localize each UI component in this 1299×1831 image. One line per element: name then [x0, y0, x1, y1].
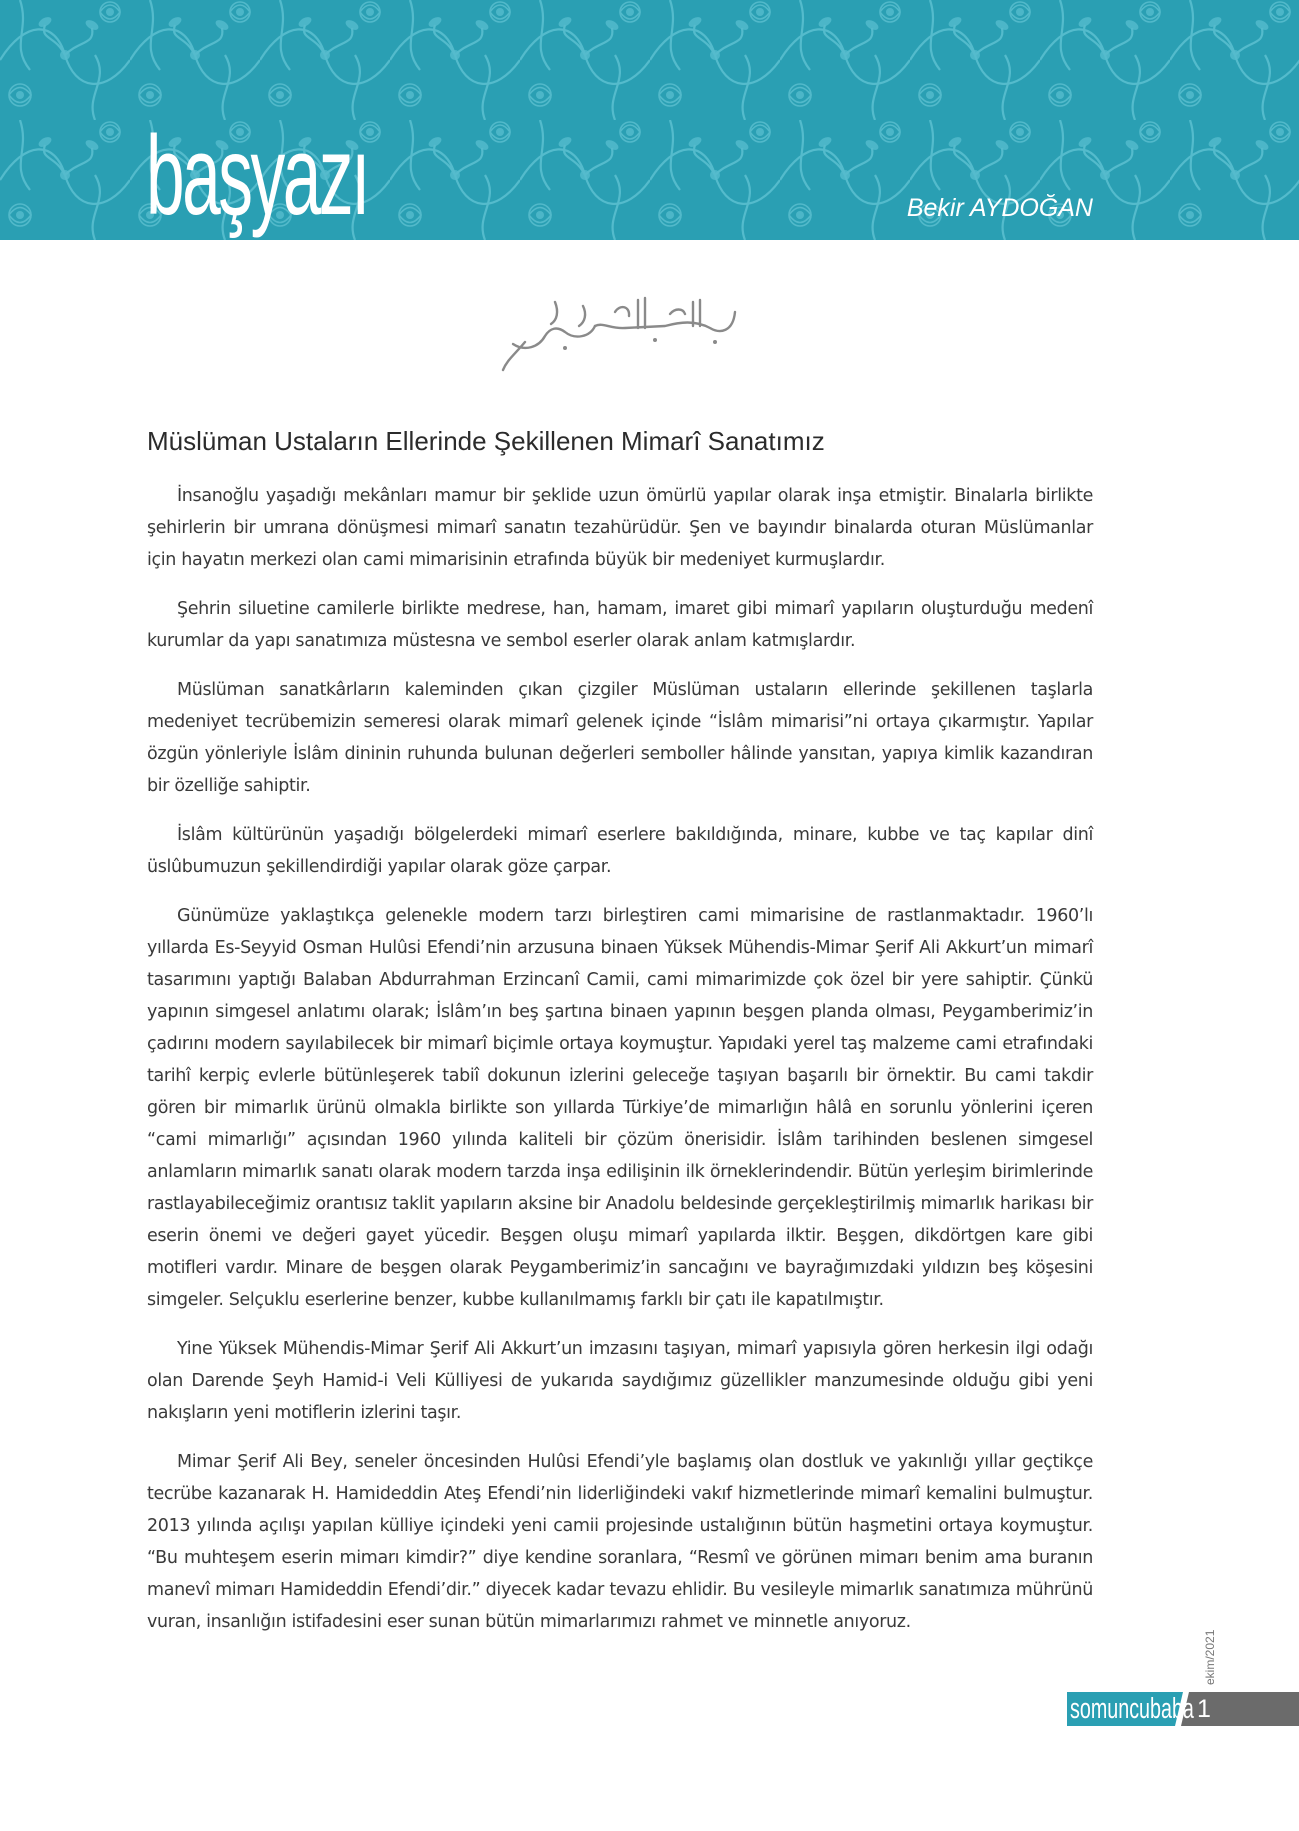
issue-date: ekim/2021	[1203, 1629, 1217, 1685]
paragraph: Müslüman sanatkârların kaleminden çıkan çizgiler Müslüman ustaların ellerinde şekillenen taşlarla medeniyet tecrübemizin semeresi olarak mimarî gelenek içinde “İslâm mimarisi”ni ortaya çıkarmıştır. Yapılar özgün yönleriyle İslâm dininin ruhunda bulunan değerleri semboller hâlinde yansıtan, yapıya kimlik kazandıran bir özelliğe sahiptir.	[147, 680, 1093, 796]
article-title: Müslüman Ustaların Ellerinde Şekillenen Mimarî Sanatımız	[147, 426, 825, 456]
header-banner	[0, 0, 1299, 240]
article-body	[147, 480, 1093, 1655]
magazine-logo: somuncubaba	[1070, 1693, 1194, 1725]
paragraph: Mimar Şerif Ali Bey, seneler öncesinden Hulûsi Efendi’yle başlamış olan dostluk ve yakınlığı yıllar geçtikçe tecrübe kazanarak H. Hamideddin Ateş Efendi’nin liderliğindeki vakıf hizmetlerinde mimarî kemalini bulmuştur. 2013 yılında açılışı yapılan külliye içindeki yeni camii projesinde ustalığının bütün haşmetini ortaya koymuştur. “Bu muhteşem eserin mimarı kimdir?” diye kendine soranlara, “Resmî ve görünen mimarı benim ama buranın manevî mimarı Hamideddin Efendi’dir.” diyecek kadar tevazu ehlidir. Bu vesileyle mimarlık sanatımıza mührünü vuran, insanlığın istifadesini eser sunan bütün mimarlarımızı rahmet ve minnetle anıyoruz.	[147, 1452, 1093, 1632]
paragraph: Şehrin siluetine camilerle birlikte medrese, han, hamam, imaret gibi mimarî yapıların oluşturduğu medenî kurumlar da yapı sanatımıza müstesna ve sembol eserler olarak anlam katmışlardır.	[147, 599, 1093, 651]
paragraph: Günümüze yaklaştıkça gelenekle modern tarzı birleştiren cami mimarisine de rastlanmaktadır. 1960’lı yıllarda Es-Seyyid Osman Hulûsi Efendi’nin arzusuna binaen Yüksek Mühendis-Mimar Şerif Ali Akkurt’un mimarî tasarımını yaptığı Balaban Abdurrahman Erzincanî Camii, cami mimarimizde çok özel bir yere sahiptir. Çünkü yapının simgesel anlatımı olarak; İslâm’ın beş şartına binaen yapının beşgen planda olması, Peygamberimiz’in çadırını modern sayılabilecek bir mimarî biçimle ortaya koymuştur. Yapıdaki yerel taş malzeme cami etrafındaki tarihî kerpiç evlerle bütünleşerek tabiî dokunun izlerini geleceğe taşıyan başarılı bir örnektir. Bu cami takdir gören bir mimarlık ürünü olmakla birlikte son yıllarda Türkiye’de mimarlığın hâlâ en sorunlu yönlerini içeren “cami mimarlığı” açısından 1960 yılında kaliteli bir çözüm önerisidir. İslâm tarihinden beslenen simgesel anlamların mimarlık sanatı olarak modern tarzda inşa edilişinin ilk örneklerindendir. Bütün yerleşim birimlerinde rastlayabileceğimiz orantısız taklit yapıların aksine bir Anadolu beldesinde gerçekleştirilmiş mimarlık harikası bir eserin önemi ve değeri gayet yücedir. Beşgen oluşu mimarî yapılarda ilktir. Beşgen, dikdörtgen kare gibi motifleri vardır. Minare de beşgen olarak Peygamberimiz’in sancağını ve bayrağımızdaki yıldızın beş köşesini simgeler. Selçuklu eserlerine benzer, kubbe kullanılmamış farklı bir çatı ile kapatılmıştır.	[147, 906, 1093, 1310]
paragraph: İnsanoğlu yaşadığı mekânları mamur bir şeklide uzun ömürlü yapılar olarak inşa etmiştir. Binalarla birlikte şehirlerin bir umrana dönüşmesi mimarî sanatın tezahürüdür. Şen ve bayındır binalarda oturan Müslümanlar için hayatın merkezi olan cami mimarisinin etrafında büyük bir medeniyet kurmuşlardır.	[147, 486, 1093, 570]
basmala-calligraphy-icon	[495, 292, 745, 372]
author-name: Bekir AYDOĞAN	[906, 194, 1093, 222]
paragraph: İslâm kültürünün yaşadığı bölgelerdeki mimarî eserlere bakıldığında, minare, kubbe ve taç kapılar dinî üslûbumuzun şekillendirdiği yapılar olarak göze çarpar.	[147, 825, 1093, 877]
paragraph: Yine Yüksek Mühendis-Mimar Şerif Ali Akkurt’un imzasını taşıyan, mimarî yapısıyla gören herkesin ilgi odağı olan Darende Şeyh Hamid-i Veli Külliyesi de yukarıda saydığımız güzellikler manzumesinde olduğu gibi yeni nakışların yeni motiflerin izlerini taşır.	[147, 1339, 1093, 1423]
page-number: 1	[1197, 1695, 1211, 1723]
section-label: başyazı	[146, 113, 368, 238]
